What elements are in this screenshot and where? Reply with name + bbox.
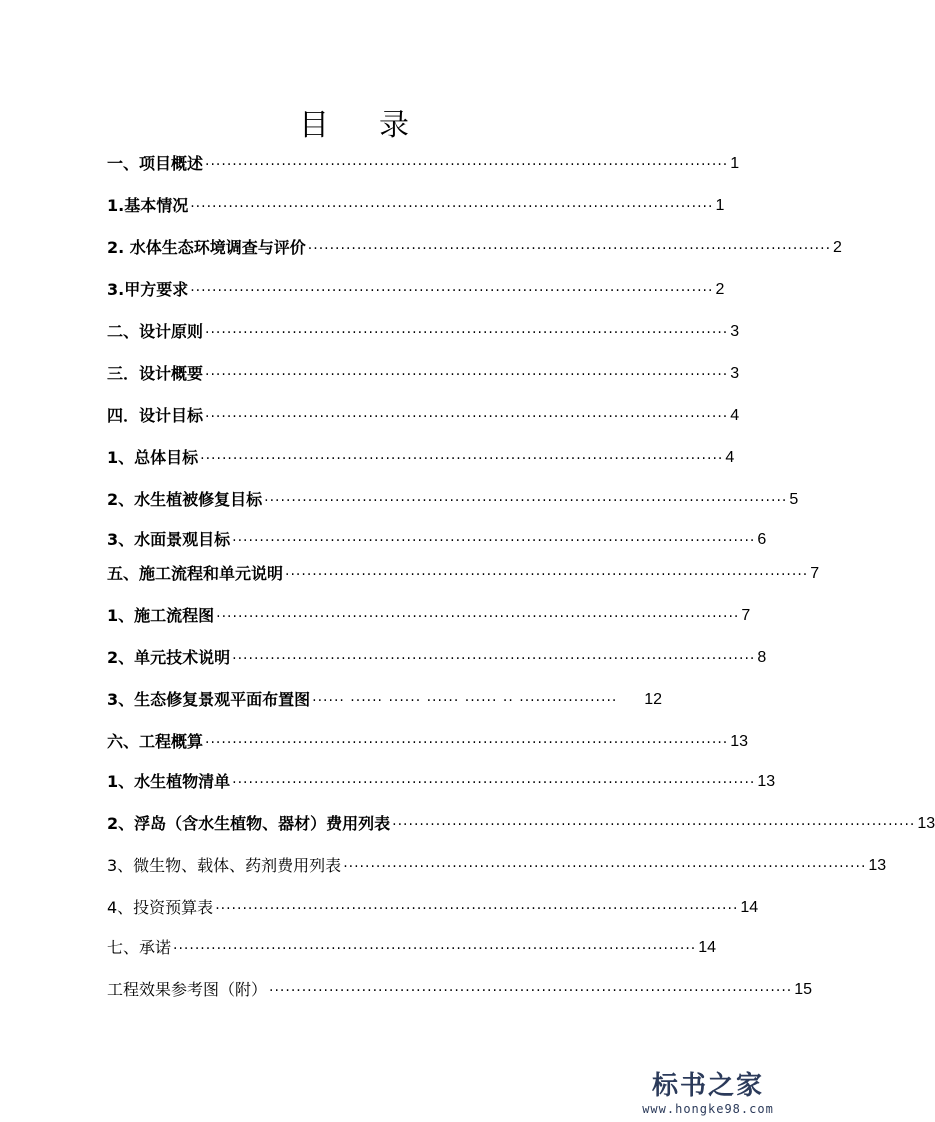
toc-entry-page: 13 (917, 815, 935, 832)
page-title (0, 100, 710, 144)
toc-entry-label: 1.基本情况 (107, 196, 189, 215)
toc-entry-label: 工程效果参考图（附） (107, 980, 268, 999)
toc-entry-page: 13 (868, 857, 887, 874)
toc-entry-page: 1 (715, 197, 725, 214)
toc-entry[interactable]: 2. 水体生态环境调查与评价 ································································································ 2 (107, 238, 842, 257)
toc-entry-page: 14 (698, 939, 717, 956)
toc-entry-label: 2、浮岛（含水生植物、器材）费用列表 (107, 814, 391, 833)
toc-entry[interactable]: 六、工程概算 ································································································ 13 (107, 732, 749, 751)
toc-entry-label: 1、总体目标 (107, 448, 199, 467)
toc-entry-page: 7 (741, 607, 751, 624)
toc-entry[interactable]: 2、水生植被修复目标 ································································································ 5 (107, 490, 799, 509)
toc-entry-label: 4、投资预算表 (107, 898, 214, 917)
toc-entry-page: 2 (715, 281, 725, 298)
toc-entry-label: 六、工程概算 (107, 732, 204, 751)
toc-entry-page: 7 (810, 565, 820, 582)
toc-entry-page: 1 (730, 155, 740, 172)
toc-entry[interactable]: 1、水生植物清单 ································································································ 13 (107, 772, 776, 791)
toc-entry[interactable]: 一、项目概述 ································································································ 1 (107, 154, 740, 173)
toc-entry-page: 5 (789, 491, 799, 508)
toc-entry-label: 1、施工流程图 (107, 606, 215, 625)
toc-entry-page: 6 (757, 531, 767, 548)
toc-entry-label: 1、水生植物清单 (107, 772, 231, 791)
title-left-char: 目 (299, 108, 331, 143)
toc-entry-page: 4 (725, 449, 735, 466)
toc-entry-label: 2、水生植被修复目标 (107, 490, 263, 509)
toc-entry[interactable]: 3、水面景观目标 ································································································ 6 (107, 530, 767, 549)
toc-entry[interactable]: 3、微生物、载体、药剂费用列表 ································································································ 13 (107, 856, 887, 875)
toc-entry-page: 13 (730, 733, 749, 750)
toc-entry-page: 8 (757, 649, 767, 666)
toc-entry[interactable]: 五、施工流程和单元说明 ································································································ 7 (107, 564, 820, 583)
toc-entry-page: 14 (740, 899, 759, 916)
watermark-logo (633, 1070, 783, 1116)
toc-entry[interactable]: 1、总体目标 ································································································ 4 (107, 448, 735, 467)
toc-entry-label: 五、施工流程和单元说明 (107, 564, 284, 583)
title-right-char: 录 (379, 108, 411, 143)
toc-entry[interactable]: 3.甲方要求 ································································································ 2 (107, 280, 725, 299)
toc-entry-label: 一、项目概述 (107, 154, 204, 173)
toc-entry[interactable]: 四．设计目标 ································································································ 4 (107, 406, 740, 425)
toc-entry[interactable]: 三．设计概要 ································································································ 3 (107, 364, 740, 383)
toc-entry-page: 3 (730, 365, 740, 382)
toc-entry-page: 2 (833, 239, 842, 256)
toc-entry-label: 四．设计目标 (107, 406, 204, 425)
toc-entry[interactable]: 3、生态修复景观平面布置图 ······ ······ ······ ······ ······ ·· ·················· 12 (107, 690, 662, 709)
toc-entry[interactable]: 2、单元技术说明 ································································································ 8 (107, 648, 767, 667)
toc-entry-label: 三．设计概要 (107, 364, 204, 383)
toc-entry-label: 2. 水体生态环境调查与评价 (107, 238, 306, 257)
toc-entry-page: 13 (757, 773, 776, 790)
toc-entry-label: 2、单元技术说明 (107, 648, 231, 667)
toc-entry[interactable]: 七、承诺 ································································································ 14 (107, 938, 717, 957)
toc-entry[interactable]: 工程效果参考图（附） ································································································ 15 (107, 980, 813, 999)
toc-entry-page: 15 (794, 981, 813, 998)
toc-entry-page: 4 (730, 407, 740, 424)
toc-entry[interactable]: 2、浮岛（含水生植物、器材）费用列表 ································································································ 13 (107, 814, 935, 833)
toc-entry-label: 3、水面景观目标 (107, 530, 231, 549)
toc-entry-page: 12 (644, 691, 662, 708)
toc-entry-label: 七、承诺 (107, 938, 172, 957)
toc-entry[interactable]: 4、投资预算表 ································································································ 14 (107, 898, 759, 917)
toc-entry-page: 3 (730, 323, 740, 340)
toc-entry-label: 3、生态修复景观平面布置图 (107, 690, 311, 709)
toc-entry-label: 二、设计原则 (107, 322, 204, 341)
watermark-url: www.hongke98.com (642, 1102, 774, 1116)
watermark-brand: 标书之家 (651, 1071, 764, 1101)
toc-entry[interactable]: 1.基本情况 ································································································ 1 (107, 196, 725, 215)
toc-entry-label: 3、微生物、载体、药剂费用列表 (107, 856, 342, 875)
toc-entry[interactable]: 1、施工流程图 ································································································ 7 (107, 606, 751, 625)
toc-entry-label: 3.甲方要求 (107, 280, 189, 299)
toc-entry[interactable]: 二、设计原则 ································································································ 3 (107, 322, 740, 341)
